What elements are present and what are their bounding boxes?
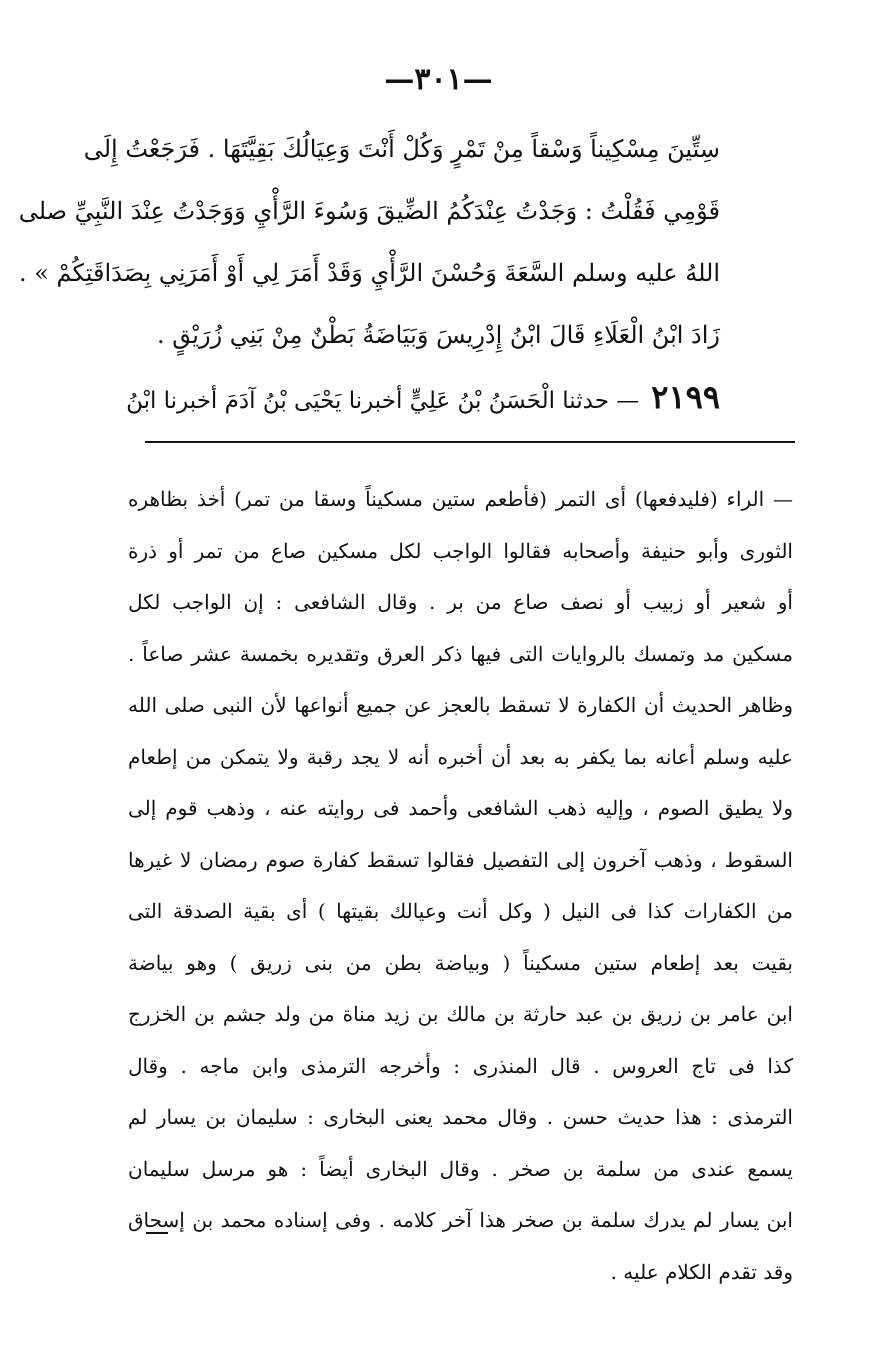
hadith-chain-text: — حدثنا الْحَسَنُ بْنُ عَلِيٍّ أخبرنا يَحْيَى بْنُ آدَمَ أخبرنا ابْنُ — [126, 388, 640, 414]
hadith-heading-line — [126, 366, 720, 432]
commentary-line: وقد تقدم الكلام عليه . — [610, 1259, 793, 1284]
hadith-text-line: زَادَ ابْنُ الْعَلَاءِ قَالَ ابْنُ إِدْرِيسَ وَبَيَاضَةُ بَطْنٌ مِنْ بَنِي زُرَيْقٍ . — [157, 321, 720, 349]
commentary-line: بقيت بعد إطعام ستين مسكيناً ( وبياضة بطن من بنى زريق ) وهو بياضة — [128, 950, 793, 975]
commentary-line: كذا فى تاج العروس . قال المنذرى : وأخرجه الترمذى وابن ماجه . وقال — [128, 1053, 793, 1078]
commentary-line: ابن يسار لم يدرك سلمة بن صخر هذا آخر كلامه . وفى إسناده محمد بن إسحاق — [128, 1208, 793, 1232]
page-number: —٣٠١— — [384, 62, 493, 97]
commentary-line: ابن عامر بن زريق بن عبد حارثة بن مالك بن زيد مناة من ولد جشم بن الخزرج — [128, 1002, 793, 1026]
commentary-line: الثورى وأبو حنيفة وأصحابه فقالوا الواجب لكل مسكين صاع من تمر أو ذرة — [128, 538, 793, 563]
commentary-line: ولا يطيق الصوم ، وإليه ذهب الشافعى وأحمد فى روايته عنه ، وذهب قوم إلى — [128, 796, 793, 820]
hadith-text-block — [18, 118, 720, 432]
end-dash — [146, 1232, 168, 1234]
commentary-line: من الكفارات كذا فى النيل ( وكل أنت وعيالك بقيتها ) أى بقية الصدقة التى — [128, 899, 793, 923]
commentary-line: وظاهر الحديث أن الكفارة لا تسقط بالعجز عن جميع أنواعها لأن النبى صلى الله — [128, 693, 793, 717]
hadith-text-line: سِتِّينَ مِسْكِيناً وَسْقاً مِنْ تَمْرٍ وَكُلْ أَنْتَ وَعِيَالُكَ بَقِيَّتَهَا . فَرَجَعْتُ إِلَى — [83, 135, 720, 163]
commentary-line: السقوط ، وذهب آخرون إلى التفصيل فقالوا تسقط كفارة صوم رمضان لا غيرها — [128, 847, 793, 872]
commentary-line: الترمذى : هذا حديث حسن . وقال محمد يعنى البخارى : سليمان بن يسار لم — [128, 1105, 793, 1129]
hadith-number: ٢١٩٩ — [651, 378, 720, 416]
commentary-block — [128, 474, 793, 1298]
commentary-line: يسمع عندى من سلمة بن صخر . وقال البخارى أيضاً : هو مرسل سليمان — [128, 1156, 793, 1181]
hadith-text-line: قَوْمِي فَقُلْتُ : وَجَدْتُ عِنْدَكُمُ الضِّيقَ وَسُوءَ الرَّأْيِ وَوَجَدْتُ عِنْدَ النَّبِيِّ صلى — [18, 197, 720, 225]
commentary-line: — الراء (فليدفعها) أى التمر (فأطعم ستين مسكيناً وسقا من تمر) أخذ بظاهره — [128, 487, 793, 511]
commentary-line: أو شعير أو زبيب أو نصف صاع من بر . وقال الشافعى : إن الواجب لكل — [128, 590, 793, 614]
hadith-text-line: اللهُ عليه وسلم السَّعَةَ وَحُسْنَ الرَّأْيِ وَقَدْ أَمَرَ لِي أَوْ أَمَرَنِي بِصَدَاقَتِكُمْ » . — [18, 259, 720, 287]
commentary-line: عليه وسلم أعانه بما يكفر به بعد أن أخبره أنه لا يجد رقبة ولا يتمكن من إطعام — [128, 744, 793, 769]
commentary-line: مسكين مد وتمسك بالروايات التى فيها ذكر العرق وتقديره بخمسة عشر صاعاً . — [128, 641, 793, 666]
footnote-divider — [145, 441, 795, 443]
